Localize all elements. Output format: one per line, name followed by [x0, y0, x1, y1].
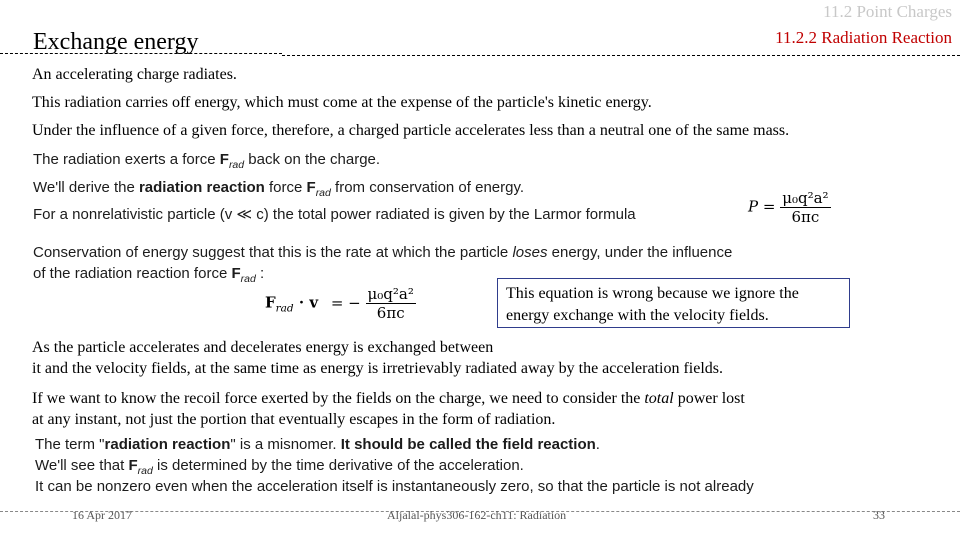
subsection-label: 11.2.2 Radiation Reaction [775, 28, 952, 47]
text-force-intro: The radiation exerts a force $F_{rad}$ back on the charge. [33, 151, 381, 171]
footer-course: Aljalal-phys306-162-ch11: Radiation [387, 508, 567, 522]
title-divider-left [0, 53, 282, 54]
text-line-6: As the particle accelerates and decelerates energy is exchanged between [32, 339, 494, 356]
text-line-7: it and the velocity fields, at the same time as energy is irretrievably radiated away by the acceleration fields. [32, 360, 723, 377]
warning-note-box: This equation is wrong because we ignore the energy exchange with the velocity fields. [497, 278, 850, 328]
title-divider-right [282, 55, 960, 56]
text-line-1: An accelerating charge radiates. [32, 66, 237, 83]
footer-page-number: 33 [873, 508, 885, 522]
text-nonzero: It can be nonzero even when the acceleration itself is instantaneously zero, so that the particle is not already [35, 478, 754, 495]
text-misnomer: The term "radiation reaction" is a misnomer. It should be called the field reaction. [35, 436, 600, 453]
text-conservation: Conservation of energy suggest that this is the rate at which the particle loses energy, under the influence [33, 244, 733, 261]
text-derive: We'll derive the radiation reaction force $F_{rad}$ from conservation of energy. [33, 179, 525, 199]
text-reaction-force: of the radiation reaction force $F_{rad}$ : [33, 265, 265, 285]
text-larmor-intro: For a nonrelativistic particle (v ≪ c) the total power radiated is given by the Larmor formula [33, 206, 636, 223]
slide-title: Exchange energy [33, 29, 199, 55]
text-line-3: Under the influence of a given force, therefore, a charged particle accelerates less than a neutral one of the same mass. [32, 122, 790, 139]
section-label: 11.2 Point Charges [823, 2, 952, 21]
footer-date: 16 Apr 2017 [72, 508, 132, 522]
text-line-2: This radiation carries off energy, which must come at the expense of the particle's kinetic energy. [32, 94, 652, 111]
text-time-derivative: We'll see that $F_{rad}$ is determined by the time derivative of the acceleration. [35, 457, 524, 477]
energy-equation: $F_{rad} \cdot v$ = − $\frac{\text{μ₀q²a²}}{6\pi c}$ [265, 285, 414, 322]
larmor-formula: P = $\frac{\text{μ₀q²a²}}{6\pi c}$ [748, 189, 829, 226]
text-line-9: at any instant, not just the portion that eventually escapes in the form of radiation. [32, 411, 556, 428]
text-line-8: If we want to know the recoil force exerted by the fields on the charge, we need to consider the total power lost [32, 390, 745, 407]
